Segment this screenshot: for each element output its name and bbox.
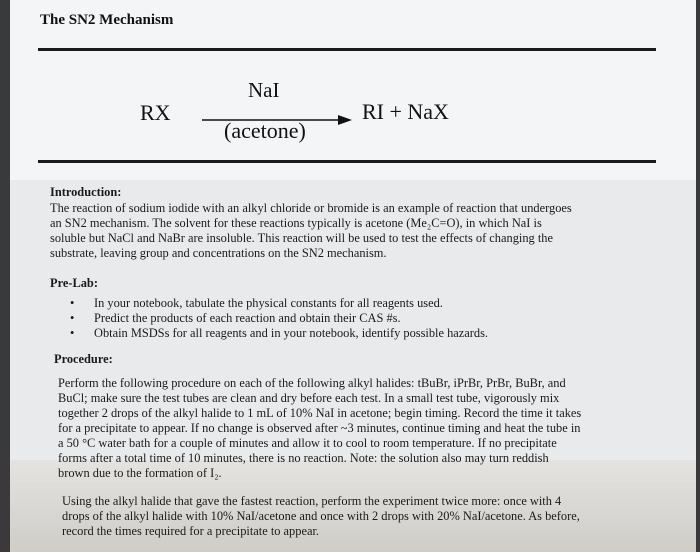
top-divider xyxy=(38,48,656,51)
prelab-heading: Pre-Lab: xyxy=(50,276,98,290)
intro-line: The reaction of sodium iodide with an alkyl chloride or bromide is an example of reaction that undergoes xyxy=(50,201,572,215)
intro-heading: Introduction: xyxy=(50,185,122,199)
procedure-line: a 50 °C water bath for a couple of minutes and allow it to cool to room temperature. If no precipitate xyxy=(58,436,557,450)
solvent-label: (acetone) xyxy=(224,118,306,143)
procedure-line: Using the alkyl halide that gave the fastest reaction, perform the experiment twice more: once with 4 xyxy=(62,494,562,508)
procedure-paragraph-2 xyxy=(62,494,580,539)
list-item: • In your notebook, tabulate the physical constants for all reagents used. xyxy=(70,296,443,310)
intro-paragraph xyxy=(50,201,572,261)
bottom-divider xyxy=(38,160,656,163)
list-item: • Predict the products of each reaction and obtain their CAS #s. xyxy=(70,311,401,325)
reagent-label: NaI xyxy=(248,78,280,102)
procedure-heading: Procedure: xyxy=(54,352,113,366)
intro-line: substrate, leaving group and concentrations on the SN2 mechanism. xyxy=(50,246,387,260)
procedure-line: brown due to the formation of I₂. xyxy=(58,466,222,480)
bullet-icon: • xyxy=(70,326,75,340)
intro-line: an SN2 mechanism. The solvent for these reactions typically is acetone (Me₂C=O), in which NaI is xyxy=(50,216,542,230)
products-label: RI + NaX xyxy=(362,99,449,124)
intro-line: soluble but NaCl and NaBr are insoluble. This reaction will be used to test the effects of changing the xyxy=(50,231,553,245)
document-page xyxy=(10,0,696,552)
procedure-line: record the times required for a precipitate to appear. xyxy=(62,524,319,538)
procedure-line: for a precipitate to appear. If no change is observed after ~3 minutes, continue timing and heat the tube in xyxy=(58,421,581,435)
procedure-line: BuCl; make sure the test tubes are clean and dry before each test. In a small test tube, vigorously mix xyxy=(58,391,560,405)
reactant-label: RX xyxy=(140,100,171,125)
procedure-line: forms after a total time of 10 minutes, there is no reaction. Note: the solution also may turn reddish xyxy=(58,451,549,465)
bullet-icon: • xyxy=(70,311,75,325)
procedure-line: together 2 drops of the alkyl halide to 1 mL of 10% NaI in acetone; begin timing. Record the time it takes xyxy=(58,406,582,420)
procedure-paragraph-1 xyxy=(58,376,581,481)
page-title: The SN2 Mechanism xyxy=(40,12,174,28)
list-item: • Obtain MSDSs for all reagents and in your notebook, identify possible hazards. xyxy=(70,326,489,340)
procedure-line: drops of the alkyl halide with 10% NaI/acetone and once with 2 drops with 20% NaI/acetone. As before, xyxy=(62,509,580,523)
bullet-icon: • xyxy=(70,296,75,310)
procedure-line: Perform the following procedure on each of the following alkyl halides: tBuBr, iPrBr, PrBr, BuBr, and xyxy=(58,376,566,390)
prelab-list xyxy=(58,296,488,341)
